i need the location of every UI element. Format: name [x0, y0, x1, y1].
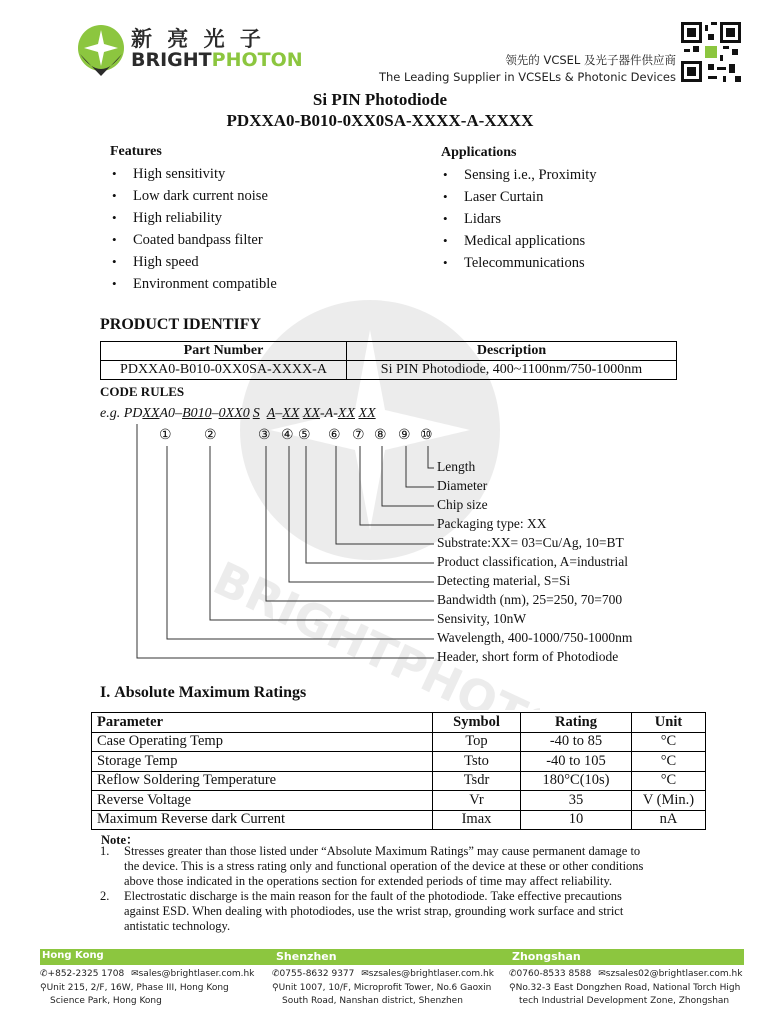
part-number-cell: PDXXA0-B010-0XX0SA-XXXX-A	[101, 361, 347, 380]
feature-item: • Coated bandpass filter	[110, 229, 410, 251]
amr-heading-text: Absolute Maximum Ratings	[114, 684, 307, 701]
footer-email[interactable]: szsales02@brightlaser.com.hk	[605, 969, 743, 979]
footer-email[interactable]: szsales@brightlaser.com.hk	[368, 969, 494, 979]
cell-symbol: Tsdr	[433, 771, 521, 791]
legend-header: Header, short form of Photodiode	[437, 649, 619, 664]
application-item: • Lidars	[441, 208, 741, 230]
code-prefix: e.g. PD	[100, 406, 143, 421]
cell-unit: °C	[632, 771, 706, 791]
code-dash: –	[175, 406, 183, 421]
note-line: Electrostatic discharge is the main reason for the fault of the photodiode. Take effective precautions	[124, 889, 622, 903]
footer-address-hongkong	[40, 983, 229, 993]
legend-chip-size: Chip size	[437, 497, 488, 512]
feature-item: • High sensitivity	[110, 163, 410, 185]
footer-address-hongkong-2: Science Park, Hong Kong	[50, 996, 162, 1006]
mail-icon: ✉	[598, 969, 606, 979]
code-seg-a: -A-	[320, 406, 338, 421]
table-row	[92, 791, 706, 811]
legend-diameter: Diameter	[437, 478, 488, 493]
code-number-5: ⑤	[298, 428, 311, 443]
table-row	[92, 771, 706, 791]
footer-office-hongkong	[40, 969, 254, 979]
code-number-3: ③	[258, 428, 271, 443]
th-rating: Rating	[521, 713, 632, 733]
logo-photon: PHOTON	[211, 49, 303, 71]
doc-part-number-title: PDXXA0-B010-0XX0SA-XXXX-A-XXXX	[226, 111, 534, 130]
col-description: Description	[347, 342, 677, 361]
th-unit: Unit	[632, 713, 706, 733]
legend-length: Length	[437, 459, 476, 474]
footer-phone: +852-2325 1708	[47, 969, 125, 979]
code-seg-6: A	[266, 406, 276, 421]
th-symbol: Symbol	[433, 713, 521, 733]
code-number-10: ⑩	[420, 428, 433, 443]
code-seg-4: 0XX0	[218, 406, 250, 421]
cell-symbol: Top	[433, 732, 521, 752]
location-icon: ⚲	[509, 983, 516, 993]
cell-rating: -40 to 105	[521, 752, 632, 772]
logo-cn-text: 新 亮 光 子	[131, 27, 265, 51]
cell-symbol: Imax	[433, 810, 521, 830]
footer-office-zhongshan	[509, 969, 742, 979]
phone-icon: ✆	[40, 969, 48, 979]
th-parameter: Parameter	[92, 713, 433, 733]
footer-address-zhongshan-2: tech Industrial Development Zone, Zhongshan	[519, 996, 730, 1006]
application-item: • Medical applications	[441, 230, 741, 252]
code-seg-7: XX	[282, 406, 300, 421]
cell-parameter: Reverse Voltage	[92, 791, 433, 811]
footer-address-shenzhen	[272, 983, 491, 993]
cell-parameter: Case Operating Temp	[92, 732, 433, 752]
table-row	[92, 732, 706, 752]
footer-address-line: Unit 215, 2/F, 16W, Phase III, Hong Kong	[46, 983, 229, 993]
note-line: antistatic technology.	[124, 919, 231, 933]
phone-icon: ✆	[272, 969, 280, 979]
cell-unit: °C	[632, 732, 706, 752]
legend-substrate: Substrate:XX= 03=Cu/Ag, 10=BT	[437, 535, 624, 550]
feature-item: • Environment compatible	[110, 273, 410, 295]
cell-unit: °C	[632, 752, 706, 772]
code-dash: –	[211, 406, 219, 421]
footer-address-shenzhen-2: South Road, Nanshan district, Shenzhen	[282, 996, 463, 1006]
phone-icon: ✆	[509, 969, 517, 979]
code-seg-5: S	[252, 406, 260, 421]
footer-city-zhongshan: Zhongshan	[512, 950, 581, 963]
mail-icon: ✉	[131, 969, 139, 979]
description-cell: Si PIN Photodiode, 400~1100nm/750-1000nm	[347, 361, 677, 380]
code-seg-10: XX	[358, 406, 376, 421]
code-seg-9: XX	[337, 406, 356, 421]
amr-table	[91, 712, 706, 830]
table-header-row	[92, 713, 706, 733]
legend-wavelength: Wavelength, 400-1000/750-1000nm	[437, 630, 633, 645]
table-row	[92, 752, 706, 772]
cell-rating: 10	[521, 810, 632, 830]
location-icon: ⚲	[272, 983, 279, 993]
col-part-number: Part Number	[101, 342, 347, 361]
footer-city-shenzhen: Shenzhen	[276, 950, 337, 963]
footer-office-shenzhen	[272, 969, 494, 979]
note-line: against ESD. When dealing with photodiodes, use the wrist strap, grounding work surface and strict	[124, 904, 624, 918]
note-number: 2.	[100, 889, 110, 903]
logo-bright: BRIGHT	[131, 49, 212, 71]
cell-unit: V (Min.)	[632, 791, 706, 811]
features-heading: Features	[110, 144, 162, 159]
table-row	[92, 810, 706, 830]
note-line: Stresses greater than those listed under “Absolute Maximum Ratings” may cause permanent damage to	[124, 844, 641, 858]
code-dash: –	[275, 406, 283, 421]
note-number: 1.	[100, 844, 110, 858]
note-line: above those indicated in the operations section for extended periods of time may affect reliability.	[124, 874, 613, 888]
legend-classification: Product classification, A=industrial	[437, 554, 628, 569]
svg-text:BRIGHTPHOTON: BRIGHTPHOTON	[205, 551, 540, 710]
code-seg-1: XX	[142, 406, 160, 421]
note-line: the device. This is a stress rating only and functional operation of the device at these or other conditions	[124, 859, 644, 873]
legend-packaging: Packaging type: XX	[437, 516, 547, 531]
code-number-8: ⑧	[374, 428, 387, 443]
amr-heading-number: I.	[100, 684, 111, 701]
application-item: • Telecommunications	[441, 252, 741, 274]
footer-phone: 0760-8533 8588	[516, 969, 592, 979]
footer-bar	[40, 949, 744, 965]
cell-symbol: Vr	[433, 791, 521, 811]
cell-parameter: Storage Temp	[92, 752, 433, 772]
tagline-cn: 领先的 VCSEL 及光子器件供应商	[505, 53, 676, 67]
code-number-9: ⑨	[398, 428, 411, 443]
code-number-4: ④	[281, 428, 294, 443]
code-rules-heading: CODE RULES	[100, 384, 185, 399]
legend-sensivity: Sensivity, 10nW	[437, 611, 527, 626]
footer-email[interactable]: sales@brightlaser.com.hk	[138, 969, 255, 979]
application-item: • Sensing i.e., Proximity	[441, 164, 741, 186]
feature-item: • Low dark current noise	[110, 185, 410, 207]
code-seg-8: XX	[302, 406, 321, 421]
cell-unit: nA	[632, 810, 706, 830]
product-identify-heading: PRODUCT IDENTIFY	[100, 316, 262, 333]
code-number-7: ⑦	[352, 428, 365, 443]
cell-parameter: Maximum Reverse dark Current	[92, 810, 433, 830]
code-seg-2: A0	[159, 406, 176, 421]
feature-item: • High reliability	[110, 207, 410, 229]
footer-address-line: Unit 1007, 10/F, Microprofit Tower, No.6 Gaoxin	[278, 983, 492, 993]
location-icon: ⚲	[40, 983, 47, 993]
cell-rating: 35	[521, 791, 632, 811]
code-number-6: ⑥	[328, 428, 341, 443]
legend-material: Detecting material, S=Si	[437, 573, 571, 588]
code-number-1: ①	[159, 428, 172, 443]
amr-heading	[100, 684, 306, 702]
footer-address-zhongshan	[509, 983, 740, 993]
footer-city-hongkong: Hong Kong	[42, 950, 104, 961]
application-item: • Laser Curtain	[441, 186, 741, 208]
note-heading: Note：	[101, 833, 139, 847]
cell-rating: 180°C(10s)	[521, 771, 632, 791]
doc-title: Si PIN Photodiode	[312, 90, 448, 109]
footer-address-line: No.32-3 East Dongzhen Road, National Torch High	[515, 983, 741, 993]
cell-rating: -40 to 85	[521, 732, 632, 752]
code-seg-3: B010	[182, 406, 212, 421]
applications-heading: Applications	[441, 145, 517, 160]
cell-parameter: Reflow Soldering Temperature	[92, 771, 433, 791]
code-number-2: ②	[204, 428, 217, 443]
tagline-en: The Leading Supplier in VCSELs & Photonic Devices	[378, 70, 676, 84]
mail-icon: ✉	[361, 969, 369, 979]
cell-symbol: Tsto	[433, 752, 521, 772]
legend-bandwidth: Bandwidth (nm), 25=250, 70=700	[437, 592, 623, 607]
feature-item: • High speed	[110, 251, 410, 273]
footer-phone: 0755-8632 9377	[279, 969, 355, 979]
